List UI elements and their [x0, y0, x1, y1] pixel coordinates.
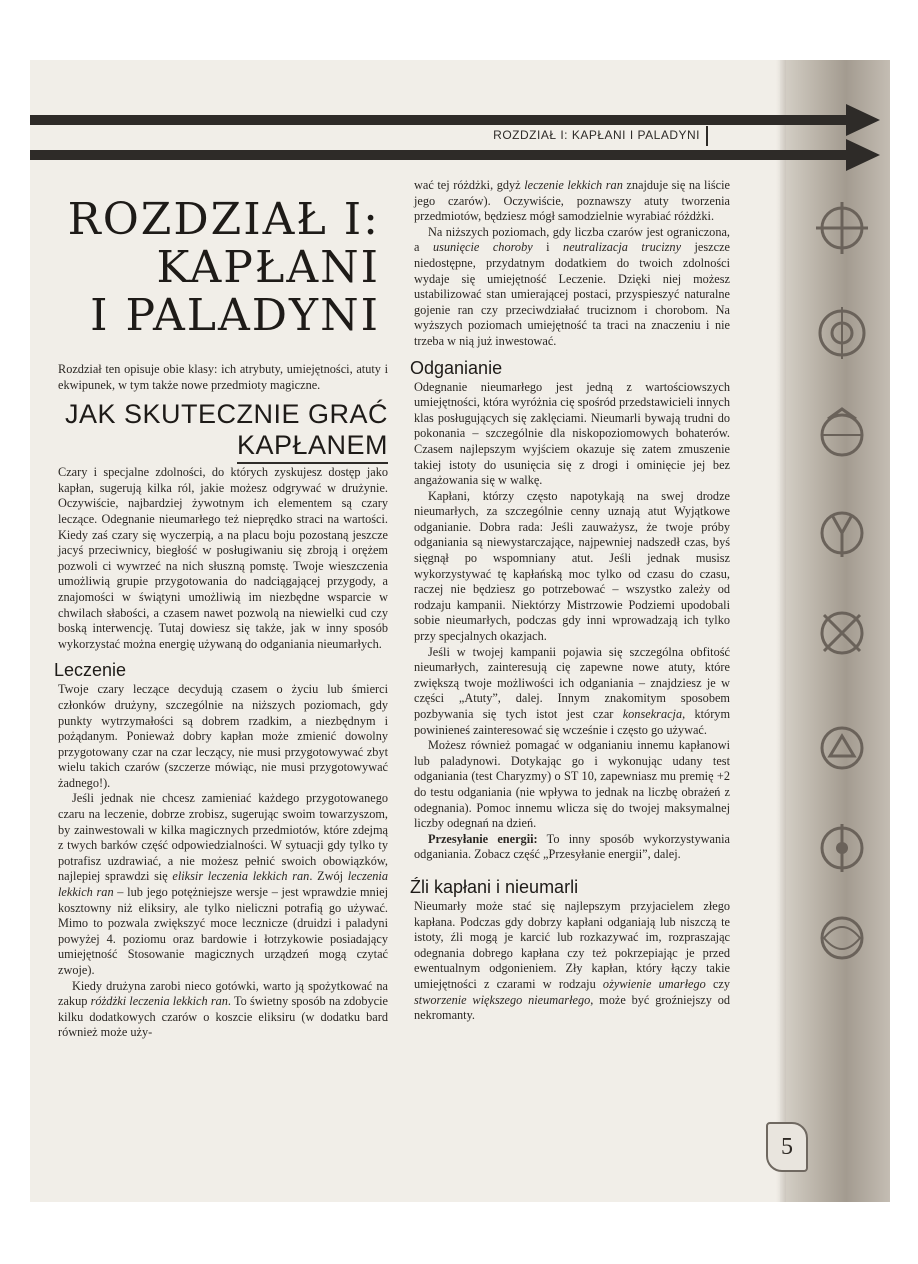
- paragraph: Czary i specjalne zdolności, do których zyskujesz dostęp jako kapłan, sugerują kilka ról, jakie możesz odgrywać w drużynie. Oczywiście, najbardziej żywotnym ich elementem są czary leczące. Odegnanie nieumarłego też nieprędko straci na wartości. Kiedy zaś czary się wyczerpią, a na placu boju pozostaną jeszcze jacyś przeciwnicy, biegłość w posługiwaniu się zbroją i orężem pozwoli ci wywrzeć na nich słuszną pomstę. Twoje wieszczenia umożliwią grupie przygotowania do nadciągającej przygody, a znajomości w świątyni umożliwią im niezbędne wsparcie w chwilach słabości, a czasem nawet pozwolą na niewielki cud czy boską interwencję. Tutaj dowiesz się także, jak w inny sposób wykorzystać można energię używaną do odganiania nieumarłych.: [58, 465, 388, 651]
- subsection-title: Źli kapłani i nieumarli: [410, 876, 579, 897]
- section-title-line: KAPŁANEM: [237, 430, 388, 464]
- paragraph: Twoje czary leczące decydują czasem o życiu lub śmierci członków drużyny, szczególnie na niższych poziomach, gdy punkty wytrzymałości są dobrem rzadkim, a niezbędnym i pożądanym. Ponieważ dobry kapłan może zmienić dowolny przygotowany czar na czar leczący, nie musi przygotowywać zbyt wielu takich czarów (szczerze mówiąc, nie musi przygotowywać żadnego!).: [58, 682, 388, 790]
- rune-symbol-icon: [814, 720, 870, 776]
- rune-symbol-icon: [814, 305, 870, 361]
- paragraph: Kapłani, którzy często napotykają na swej drodze nieumarłych, za szczególnie cenny uznają atut Wyjątkowe odganianie. Dobra rada: Jeśli zauważysz, że twoje próby odganiania są niewystarczające, najpewniej nadszedł czas, byś sięgnął po wspomniany atut. Jeśli jednak musisz wykorzystywać tę kapłańską moc tylko od czasu do czasu, raczej nie będziesz go potrzebować – wszystko zależy od rodzaju kampanii. Niektórzy Mistrzowie Podziemi upodobali sobie nieumarłych, podczas gdy inni wprowadzają ich tylko przy specjalnych okazjach.: [414, 488, 730, 644]
- stone-border-edge: [776, 60, 786, 1202]
- rune-symbol-icon: [814, 910, 870, 966]
- paragraph: wać tej różdżki, gdyż leczenie lekkich ran znajduje się na liście jego czarów). Oczywiście, poznawszy atuty tworzenia przedmiotów, będziesz mógł samodzielnie wyrabiać różdżki.: [414, 178, 731, 224]
- chapter-title-line: I PALADYNI: [90, 290, 380, 341]
- subsection-title: Odganianie: [410, 357, 503, 378]
- stone-border: [780, 60, 890, 1202]
- paragraph: Jeśli w twojej kampanii pojawia się szczególna obfitość nieumarłych, zainteresują cię zapewne nowe atuty, które zwiększą twoje możliwości ich odganiania – znajdziesz je w części „Atuty”, dalej. Innym znakomitym sposobem pozbywania się tych istot jest czar konsekracja, którym powinieneś zainteresować się wcześnie i często go używać.: [414, 644, 731, 737]
- paragraph: Odegnanie nieumarłego jest jedną z wartościowszych umiejętności, która wyróżnia cię spośród przedstawicieli innych klas posługujących się zaklęciami. Nieumarli bywają trudni do pokonania – szczególnie dla niskopoziomowych bohaterów. Czasem najlepszym wyjściem okazuje się zatem zmuszenie takiej istoty do usunięcia się z drogi i ominięcie jej bez angażowania się w walkę.: [414, 379, 730, 488]
- rune-symbol-icon: [814, 505, 870, 561]
- header-arrow-bottom: [30, 150, 855, 160]
- book-page: [30, 60, 890, 1202]
- paragraph: Możesz również pomagać w odganianiu innemu kapłanowi lub paladynowi. Dotykając go i wykonując udany test odganiania (test Charyzmy) o ST 10, zapewniasz mu premię +2 do testu odganiania (nie wpływa to jednak na liczbę obrażeń z odegnania). Pomoc innemu wlicza się do twojej maksymalnej liczby odegnań na dzień.: [414, 738, 730, 831]
- paragraph: Kiedy drużyna zarobi nieco gotówki, warto ją spożytkować na zakup różdżki leczenia lekkich ran. To świetny sposób na zdobycie kilku dodatkowych czarów o koszcie eliksiru (w dodatku bard również może uży-: [58, 978, 389, 1040]
- running-header: ROZDZIAŁ I: KAPŁANI I PALADYNI: [493, 128, 700, 142]
- right-column: [410, 178, 731, 1024]
- chapter-title-line: ROZDZIAŁ I:: [67, 194, 380, 245]
- left-column: [54, 178, 389, 1041]
- paragraph: Nieumarły może stać się najlepszym przyjacielem złego kapłana. Podczas gdy dobrzy kapłani odganiają lub niszczą te istoty, źli mogą je karcić lub rozkazywać im, rozpraszając odegnania dobrego kapłana czy też pokrzepiając je przed ewentualnym odgonieniem. Zły kapłan, który łączy takie umiejętności z czarami w rodzaju ożywienie umarłego czy stworzenie większego nieumarłego, może być groźniejszy od nekromanty.: [414, 898, 731, 1023]
- paragraph: Przesyłanie energii: To inny sposób wykorzystywania odganiania. Zobacz część „Przesyłanie energii”, dalej.: [414, 831, 730, 862]
- header-divider: [706, 126, 708, 146]
- page-number: 5: [766, 1122, 808, 1172]
- rune-symbol-icon: [814, 820, 870, 876]
- chapter-title-line: KAPŁANI: [156, 242, 380, 293]
- chapter-title: [58, 196, 380, 340]
- rune-symbol-icon: [814, 405, 870, 461]
- arrow-head-icon: [846, 104, 880, 136]
- chapter-intro: Rozdział ten opisuje obie klasy: ich atrybuty, umiejętności, atuty i ekwipunek, w tym także nowe przedmioty magiczne.: [58, 362, 388, 392]
- paragraph: Jeśli jednak nie chcesz zamieniać każdego przygotowanego czaru na leczenie, dobrze zrobisz, sugerując swoim towarzyszom, by zainwestowali w kilka magicznych przedmiotów, które zdejmą z twych barków część odpowiedzialności. W sytuacji gdy tylko ty potrafisz uzdrawiać, a nie możesz pełnić swoich obowiązków, najlepiej sprawdzi się eliksir leczenia lekkich ran. Zwój leczenia lekkich ran – lub jego potężniejsze wersje – jest wprawdzie mniej kosztowny niż eliksiry, ale tylko nieliczni potrafią go używać. Mimo to pozwala zwiększyć moce lecznicze (druidzi i paladyni powyżej 4. poziomu oraz bardowie i łotrzykowie posiadający umiejętność Stosowanie magicznych urządzeń mogą czytać zwoje).: [58, 791, 388, 977]
- rune-symbol-icon: [814, 200, 870, 256]
- subsection-title: Leczenie: [54, 660, 127, 681]
- section-title-line: JAK SKUTECZNIE GRAĆ: [64, 399, 388, 430]
- arrow-head-icon: [846, 139, 880, 171]
- paragraph: Na niższych poziomach, gdy liczba czarów jest ograniczona, a usunięcie choroby i neutralizacja trucizny jeszcze niedostępne, przydatnym dodatkiem do twoich zdolności wydaje się umiejętność Leczenie. Dzięki niej możesz ustabilizować stan umierającej postaci, przyspieszyć naturalne gojenie ran czy przeciwdziałać truciznom i chorobom. Na wyższych poziomach umiejętność ta traci na znaczeniu i nie trzeba w nią już inwestować.: [414, 224, 730, 348]
- header-arrow-top: [30, 115, 855, 125]
- rune-symbol-icon: [814, 605, 870, 661]
- section-title: [58, 399, 388, 461]
